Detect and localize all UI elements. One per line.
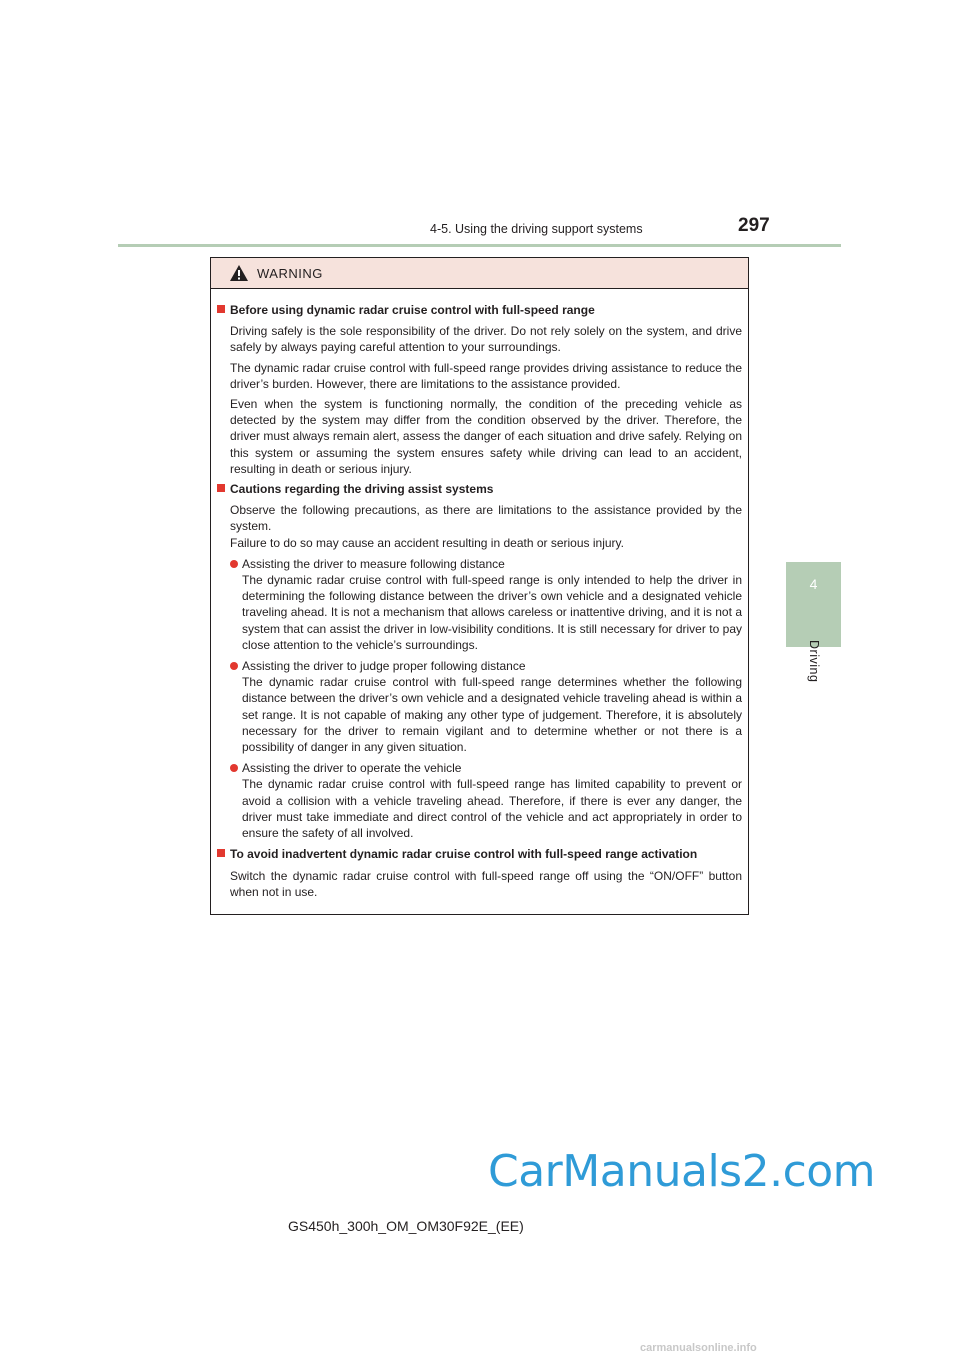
warning-box [210,257,749,915]
header-divider [118,244,841,247]
bullet-text: The dynamic radar cruise control with full-speed range is only intended to help the driver in determining the following distance between the driver’s own vehicle and a designated vehicle traveling ahead. It is not a mechanism that allows careless or inattentive driving, and it is not a system that can assist the driver in low-visibility conditions. It is still necessary for driver to pay close attention to the vehicle’s surroundings. [242,573,742,652]
paragraph: Even when the system is functioning normally, the condition of the preceding vehicle as detected by the system may differ from the condition observed by the driver. Therefore, the driver must always remain alert, assess the danger of each situation and drive safely. Relying on this system or assuming the system ensures safety while driving can lead to an accident, resulting in death or serious injury. [230,397,742,476]
warning-header [211,258,748,289]
page-number: 297 [738,215,770,236]
warning-title: WARNING [257,265,323,281]
section-title: 4-5. Using the driving support systems [430,222,643,236]
chapter-number: 4 [809,576,818,592]
bullet-item [217,556,742,653]
warning-body [211,289,748,900]
footer-model-code: GS450h_300h_OM_OM30F92E_(EE) [288,1218,524,1234]
paragraph: Observe the following precautions, as there are limitations to the assistance provided by the system. [230,503,742,534]
bullet-text: The dynamic radar cruise control with full-speed range determines whether the following distance between the driver’s own vehicle and a designated vehicle traveling ahead is within a set range. It is not capable of making any other type of judgement. Therefore, it is absolutely necessary for the driver to remain vigilant and to determine whether or not there is a possibility of danger in any given situation. [242,675,742,755]
paragraph: Switch the dynamic radar cruise control with full-speed range off using the “ON/OFF” button when not in use. [230,868,742,899]
paragraph: The dynamic radar cruise control with full-speed range provides driving assistance to reduce the driver’s burden. However, there are limitations to the assistance provided. [230,360,742,391]
bullet-title: Assisting the driver to measure following distance [242,556,505,571]
section-heading: Before using dynamic radar cruise control with full-speed range [217,302,742,318]
chapter-label-container [795,640,835,700]
warning-triangle-icon [229,264,249,282]
paragraph: Failure to do so may cause an accident resulting in death or serious injury. [230,535,624,550]
paragraph: Driving safely is the sole responsibility of the driver. Do not rely solely on the system, and drive safely by always paying careful attention to your surroundings. [230,324,742,355]
chapter-tab [786,562,841,647]
watermark-logo: CarManuals2.com [488,1146,876,1197]
bullet-title: Assisting the driver to judge proper following distance [242,659,526,674]
section-heading: To avoid inadvertent dynamic radar cruise control with full-speed range activation [217,846,742,862]
bullet-item [217,658,742,755]
section-heading: Cautions regarding the driving assist systems [217,481,742,497]
chapter-label: Driving [807,640,821,683]
bullet-title: Assisting the driver to operate the vehicle [242,761,462,776]
bullet-text: The dynamic radar cruise control with full-speed range has limited capability to prevent or avoid a collision with a vehicle traveling ahead. Therefore, if there is ever any danger, the driver must take immediate and direct control of the vehicle and act appropriately in order to ensure the safety of all involved. [242,777,742,841]
watermark-url: carmanualsonline.info [640,1342,757,1354]
bullet-item [217,760,742,841]
